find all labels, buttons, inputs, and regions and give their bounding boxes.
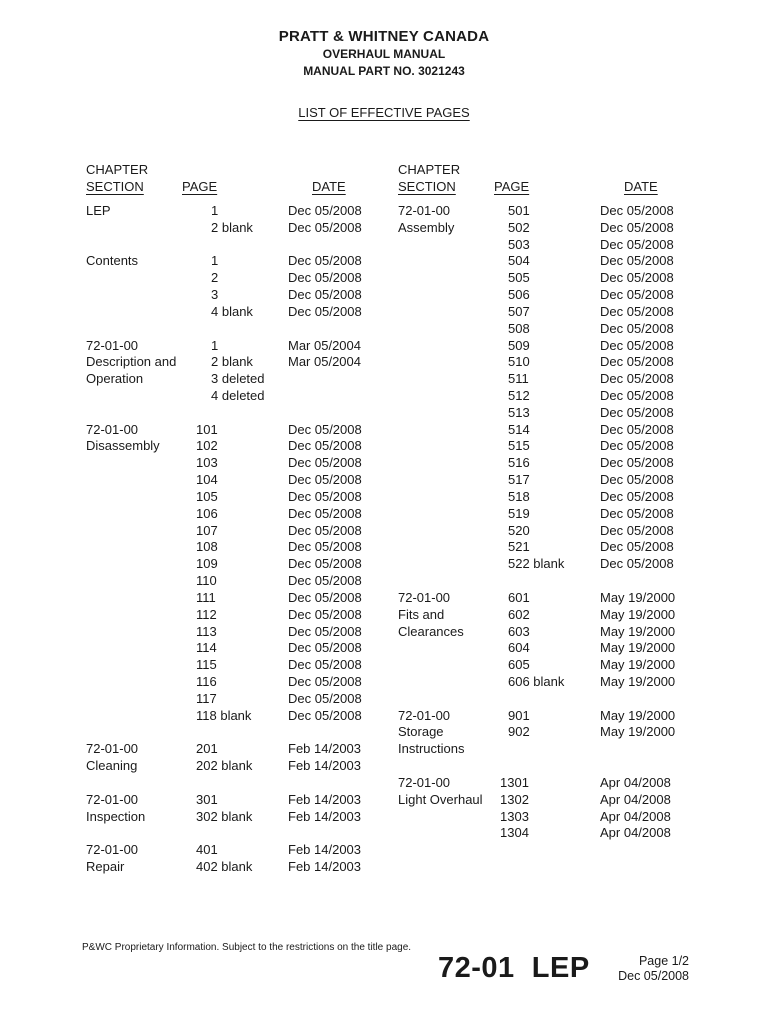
page-cell: 1301 <box>500 775 529 790</box>
page-cell: 2 <box>211 270 219 285</box>
page-cell: 4 blank <box>211 304 253 319</box>
date-cell: Dec 05/2008 <box>288 657 362 672</box>
page-cell: 301 <box>196 792 218 807</box>
date-cell: Dec 05/2008 <box>288 270 362 285</box>
chapter-section-cell: Inspection <box>86 809 146 824</box>
date-cell: Dec 05/2008 <box>288 523 362 538</box>
date-cell: Dec 05/2008 <box>600 371 674 386</box>
page-number: Page 1/2 <box>638 954 689 968</box>
date-cell: Dec 05/2008 <box>288 539 362 554</box>
chapter-section-cell: 72-01-00 <box>398 775 451 790</box>
date-cell: Mar 05/2004 <box>288 354 361 369</box>
chapter-section-cell: Disassembly <box>86 438 160 453</box>
page-cell: 3 deleted <box>211 371 265 386</box>
page-cell: 109 <box>196 556 218 571</box>
chapter-section-cell: Clearances <box>398 624 464 639</box>
chapter-section-cell: 72-01-00 <box>398 203 451 218</box>
document-id: 72-01 LEP <box>438 952 590 984</box>
chapter-section-cell: Description and <box>86 354 177 369</box>
page-cell: 522 blank <box>508 556 565 571</box>
page-cell: 601 <box>508 590 530 605</box>
page-cell: 1 <box>211 253 219 268</box>
date-cell: Feb 14/2003 <box>288 741 362 756</box>
page-cell: 2 blank <box>211 220 253 235</box>
manual-name: OVERHAUL MANUAL <box>322 47 446 61</box>
date-cell: Dec 05/2008 <box>600 455 674 470</box>
page-cell: 103 <box>196 455 218 470</box>
chapter-section-cell: 72-01-00 <box>398 708 451 723</box>
date-cell: Dec 05/2008 <box>600 472 674 487</box>
page-cell: 515 <box>508 438 530 453</box>
date-cell: Apr 04/2008 <box>600 825 671 840</box>
date-cell: Dec 05/2008 <box>600 489 674 504</box>
date-cell: Dec 05/2008 <box>288 455 362 470</box>
chapter-section-cell: Contents <box>86 253 139 268</box>
chapter-section-cell: Operation <box>86 371 144 386</box>
chapter-section-cell: 72-01-00 <box>86 842 139 857</box>
date-cell: Dec 05/2008 <box>288 422 362 437</box>
date-cell: Dec 05/2008 <box>288 253 362 268</box>
date-cell: Dec 05/2008 <box>600 287 674 302</box>
date-cell: Dec 05/2008 <box>288 590 362 605</box>
date-cell: Dec 05/2008 <box>600 220 674 235</box>
page-title-text: LIST OF EFFECTIVE PAGES <box>298 105 470 120</box>
date-cell: Dec 05/2008 <box>600 203 674 218</box>
page-cell: 113 <box>196 624 217 639</box>
date-cell: Dec 05/2008 <box>600 270 674 285</box>
chapter-section-cell: 72-01-00 <box>398 590 451 605</box>
date-cell: May 19/2000 <box>600 724 676 739</box>
page-cell: 1 <box>211 338 219 353</box>
right-header-chapter: CHAPTER <box>398 162 461 177</box>
right-header-section: SECTION <box>398 179 456 194</box>
page-cell: 115 <box>196 657 217 672</box>
company-name: PRATT & WHITNEY CANADA <box>278 28 490 45</box>
chapter-section-cell: Repair <box>86 859 125 874</box>
page-cell: 116 <box>196 674 217 689</box>
page-cell: 107 <box>196 523 218 538</box>
page-cell: 511 <box>508 371 529 386</box>
page-cell: 101 <box>196 422 218 437</box>
left-header-section: SECTION <box>86 179 144 194</box>
chapter-section-cell: LEP <box>86 203 111 218</box>
page-cell: 606 blank <box>508 674 565 689</box>
page-cell: 512 <box>508 388 530 403</box>
page-title <box>0 105 768 120</box>
page-cell: 106 <box>196 506 218 521</box>
page-cell: 517 <box>508 472 530 487</box>
page-cell: 202 blank <box>196 758 253 773</box>
page-cell: 605 <box>508 657 530 672</box>
date-cell: May 19/2000 <box>600 640 676 655</box>
page-cell: 1302 <box>500 792 529 807</box>
page-cell: 104 <box>196 472 218 487</box>
date-cell: Dec 05/2008 <box>288 640 362 655</box>
chapter-section-cell: Storage <box>398 724 444 739</box>
date-cell: May 19/2000 <box>600 624 676 639</box>
date-cell: Dec 05/2008 <box>600 253 674 268</box>
date-cell: Dec 05/2008 <box>288 573 362 588</box>
date-cell: Dec 05/2008 <box>288 304 362 319</box>
page-cell: 508 <box>508 321 530 336</box>
left-header-page: PAGE <box>182 179 218 194</box>
date-cell: May 19/2000 <box>600 657 676 672</box>
page-cell: 519 <box>508 506 530 521</box>
date-cell: Dec 05/2008 <box>288 556 362 571</box>
page-cell: 902 <box>508 724 530 739</box>
page-cell: 1304 <box>500 825 529 840</box>
date-cell: Feb 14/2003 <box>288 859 362 874</box>
page-cell: 114 <box>196 640 217 655</box>
page-cell: 118 blank <box>196 708 252 723</box>
page-cell: 514 <box>508 422 530 437</box>
date-cell: Dec 05/2008 <box>600 338 674 353</box>
chapter-section-cell: Light Overhaul <box>398 792 483 807</box>
date-cell: Apr 04/2008 <box>600 792 671 807</box>
date-cell: Mar 05/2004 <box>288 338 361 353</box>
revision-date: Dec 05/2008 <box>618 969 689 983</box>
date-cell: Dec 05/2008 <box>600 237 674 252</box>
date-cell: Dec 05/2008 <box>600 388 674 403</box>
chapter-section-cell: 72-01-00 <box>86 741 139 756</box>
page-cell: 506 <box>508 287 530 302</box>
date-cell: Dec 05/2008 <box>600 556 674 571</box>
date-cell: Dec 05/2008 <box>288 203 362 218</box>
chapter-section-cell: 72-01-00 <box>86 792 139 807</box>
date-cell: Dec 05/2008 <box>600 506 674 521</box>
chapter-section-cell: 72-01-00 <box>86 338 139 353</box>
page-cell: 505 <box>508 270 530 285</box>
left-header-date: DATE <box>312 179 346 194</box>
date-cell: Dec 05/2008 <box>600 422 674 437</box>
page-cell: 602 <box>508 607 530 622</box>
chapter-section-cell: Cleaning <box>86 758 138 773</box>
page-cell: 501 <box>508 203 530 218</box>
date-cell: Dec 05/2008 <box>288 708 362 723</box>
page-cell: 117 <box>196 691 217 706</box>
date-cell: Dec 05/2008 <box>288 287 362 302</box>
date-cell: May 19/2000 <box>600 607 676 622</box>
page-cell: 510 <box>508 354 530 369</box>
date-cell: Dec 05/2008 <box>288 220 362 235</box>
date-cell: Feb 14/2003 <box>288 792 362 807</box>
page-cell: 111 <box>196 590 216 605</box>
page-cell: 402 blank <box>196 859 253 874</box>
date-cell: Dec 05/2008 <box>288 489 362 504</box>
right-header-page: PAGE <box>494 179 530 194</box>
page-cell: 603 <box>508 624 530 639</box>
date-cell: Dec 05/2008 <box>600 438 674 453</box>
chapter-section-cell: Instructions <box>398 741 465 756</box>
page-cell: 509 <box>508 338 530 353</box>
page-cell: 2 blank <box>211 354 253 369</box>
date-cell: Dec 05/2008 <box>600 405 674 420</box>
chapter-section-cell: Assembly <box>398 220 455 235</box>
date-cell: Dec 05/2008 <box>288 506 362 521</box>
page-cell: 112 <box>196 607 217 622</box>
page-cell: 1 <box>211 203 219 218</box>
page-cell: 521 <box>508 539 530 554</box>
page-cell: 102 <box>196 438 218 453</box>
page-cell: 516 <box>508 455 530 470</box>
date-cell: Dec 05/2008 <box>288 691 362 706</box>
date-cell: Dec 05/2008 <box>288 607 362 622</box>
date-cell: Dec 05/2008 <box>288 472 362 487</box>
page-cell: 1303 <box>500 809 529 824</box>
date-cell: Feb 14/2003 <box>288 758 362 773</box>
page-cell: 503 <box>508 237 530 252</box>
page-cell: 110 <box>196 573 217 588</box>
date-cell: Dec 05/2008 <box>600 321 674 336</box>
date-cell: Feb 14/2003 <box>288 809 362 824</box>
date-cell: Dec 05/2008 <box>288 438 362 453</box>
page-cell: 520 <box>508 523 530 538</box>
date-cell: Dec 05/2008 <box>600 304 674 319</box>
date-cell: Dec 05/2008 <box>600 539 674 554</box>
date-cell: Dec 05/2008 <box>600 523 674 538</box>
manual-part-number: MANUAL PART NO. 3021243 <box>303 64 465 78</box>
right-header-date: DATE <box>624 179 658 194</box>
page-cell: 901 <box>508 708 530 723</box>
page-cell: 502 <box>508 220 530 235</box>
page-cell: 4 deleted <box>211 388 265 403</box>
date-cell: May 19/2000 <box>600 708 676 723</box>
page-cell: 201 <box>196 741 218 756</box>
page-cell: 105 <box>196 489 218 504</box>
page-cell: 507 <box>508 304 530 319</box>
date-cell: Feb 14/2003 <box>288 842 362 857</box>
date-cell: Dec 05/2008 <box>600 354 674 369</box>
page-cell: 108 <box>196 539 218 554</box>
chapter-section-cell: 72-01-00 <box>86 422 139 437</box>
date-cell: May 19/2000 <box>600 590 676 605</box>
page-cell: 302 blank <box>196 809 253 824</box>
proprietary-notice: P&WC Proprietary Information. Subject to the restrictions on the title page. <box>82 942 412 953</box>
date-cell: Dec 05/2008 <box>288 624 362 639</box>
page-cell: 518 <box>508 489 530 504</box>
page-cell: 513 <box>508 405 530 420</box>
page-cell: 504 <box>508 253 530 268</box>
page-cell: 604 <box>508 640 530 655</box>
chapter-section-cell: Fits and <box>398 607 445 622</box>
date-cell: May 19/2000 <box>600 674 676 689</box>
left-header-chapter: CHAPTER <box>86 162 149 177</box>
date-cell: Dec 05/2008 <box>288 674 362 689</box>
page-cell: 3 <box>211 287 219 302</box>
page-cell: 401 <box>196 842 218 857</box>
date-cell: Apr 04/2008 <box>600 775 671 790</box>
date-cell: Apr 04/2008 <box>600 809 671 824</box>
